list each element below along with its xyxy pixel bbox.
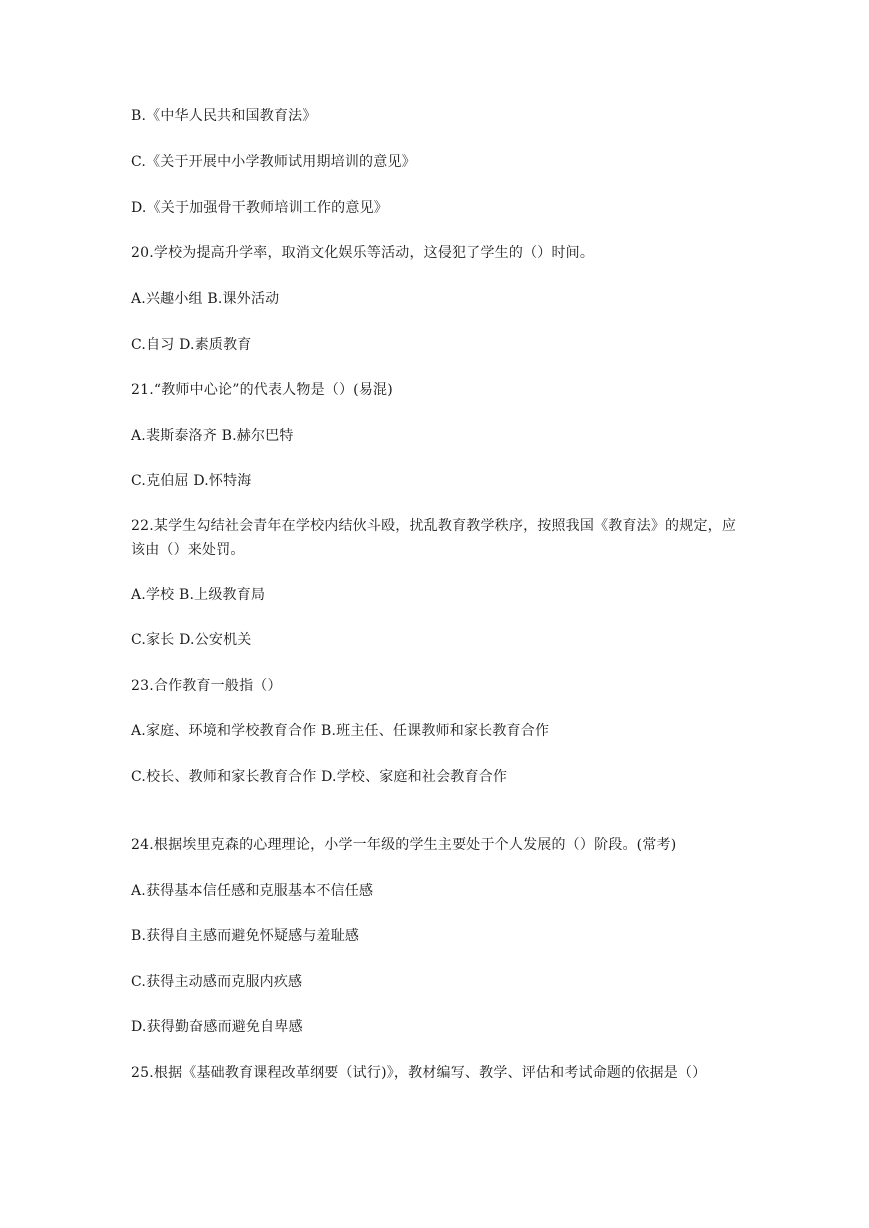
option-24-d: D.获得勤奋感而避免自卑感 xyxy=(131,1019,303,1035)
options-22-ab: A.学校 B.上级教育局 xyxy=(131,587,266,603)
option-19-d: D.《关于加强骨干教师培训工作的意见》 xyxy=(131,200,388,216)
option-24-c: C.获得主动感而克服内疚感 xyxy=(131,974,303,990)
option-24-b: B.获得自主感而避免怀疑感与羞耻感 xyxy=(131,928,360,944)
question-25: 25.根据《基础教育课程改革纲要（试行)》，教材编写、教学、评估和考试命题的依据是（） xyxy=(131,1065,707,1081)
options-21-cd: C.克伯屈 D.怀特海 xyxy=(131,473,252,489)
question-23: 23.合作教育一般指（） xyxy=(131,678,282,694)
option-24-a: A.获得基本信任感和克服基本不信任感 xyxy=(131,883,374,899)
options-23-cd: C.校长、教师和家长教育合作 D.学校、家庭和社会教育合作 xyxy=(131,769,508,785)
options-21-ab: A.裴斯泰洛齐 B.赫尔巴特 xyxy=(131,428,294,444)
question-22: 22.某学生勾结社会青年在学校内结伙斗殴，扰乱教育教学秩序，按照我国《教育法》的规定，应该由（）来处罚。 xyxy=(131,518,737,558)
options-22-cd: C.家长 D.公安机关 xyxy=(131,632,252,648)
question-20: 20.学校为提高升学率，取消文化娱乐等活动，这侵犯了学生的（）时间。 xyxy=(131,245,595,261)
options-23-ab: A.家庭、环境和学校教育合作 B.班主任、任课教师和家长教育合作 xyxy=(131,723,550,739)
option-19-c: C.《关于开展中小学教师试用期培训的意见》 xyxy=(131,154,416,170)
options-20-cd: C.自习 D.素质教育 xyxy=(131,337,252,353)
option-19-b: B.《中华人民共和国教育法》 xyxy=(131,108,317,124)
options-20-ab: A.兴趣小组 B.课外活动 xyxy=(131,291,280,307)
question-21: 21.“教师中心论”的代表人物是（）(易混) xyxy=(131,382,393,398)
question-24: 24.根据埃里克森的心理理论，小学一年级的学生主要处于个人发展的（）阶段。(常考) xyxy=(131,837,677,853)
